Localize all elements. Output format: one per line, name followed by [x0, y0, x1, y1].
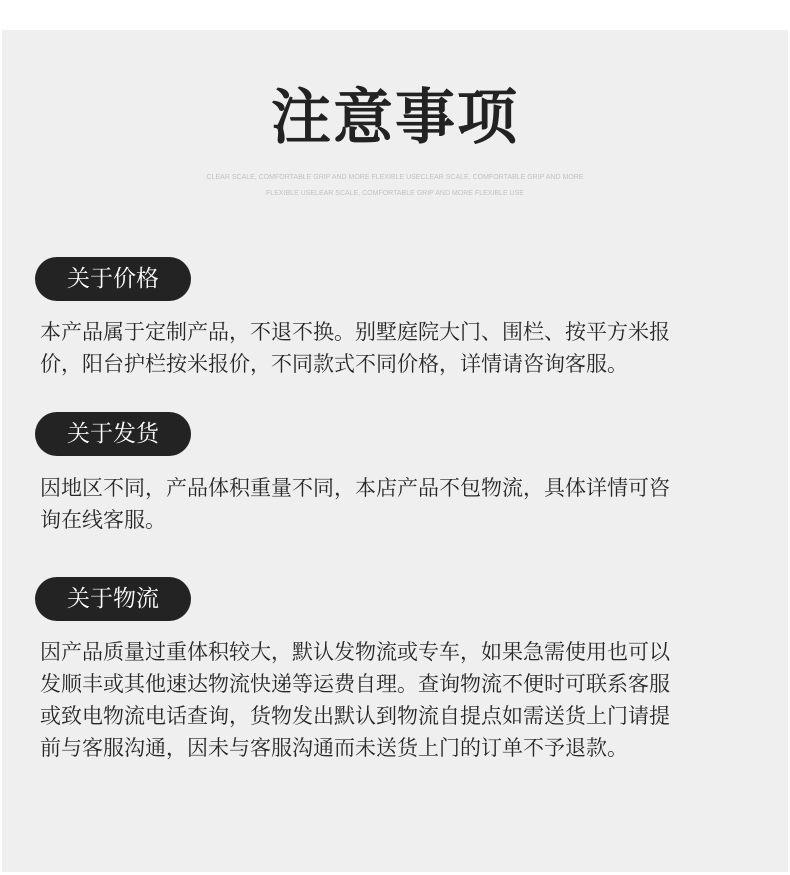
text-line: 前与客服沟通，因未与客服沟通而未送货上门的订单不予退款。: [40, 736, 628, 760]
decorative-subtitle: [180, 170, 610, 202]
text-line: 或致电物流电话查询，货物发出默认到物流自提点如需送货上门请提: [40, 704, 670, 728]
section-label-shipping: 关于发货: [35, 412, 191, 456]
section-text-logistics: [40, 636, 765, 764]
subtitle-line: CLEAR SCALE, COMFORTABLE GRIP AND MORE FLEXIBLE USECLEAR SCALE, COMFORTABLE GRIP AND MORE: [206, 174, 584, 181]
text-line: 价，阳台护栏按米报价，不同款式不同价格，详情请咨询客服。: [40, 352, 628, 376]
section-label-logistics: 关于物流: [35, 577, 191, 621]
text-line: 因产品质量过重体积较大，默认发物流或专车，如果急需使用也可以: [40, 640, 670, 664]
text-line: 询在线客服。: [40, 508, 166, 532]
section-text-price: [40, 316, 765, 380]
section-text-shipping: [40, 472, 765, 536]
text-line: 发顺丰或其他速达物流快递等运费自理。查询物流不便时可联系客服: [40, 672, 670, 696]
text-line: 本产品属于定制产品，不退不换。别墅庭院大门、围栏、按平方米报: [40, 320, 670, 344]
section-label-price: 关于价格: [35, 257, 191, 301]
text-line: 因地区不同，产品体积重量不同，本店产品不包物流，具体详情可咨: [40, 476, 670, 500]
page-title: 注意事项: [271, 83, 519, 153]
subtitle-line: FLEXIBLE USELEAR SCALE, COMFORTABLE GRIP AND MORE FLEXIBLE USE: [266, 190, 524, 197]
